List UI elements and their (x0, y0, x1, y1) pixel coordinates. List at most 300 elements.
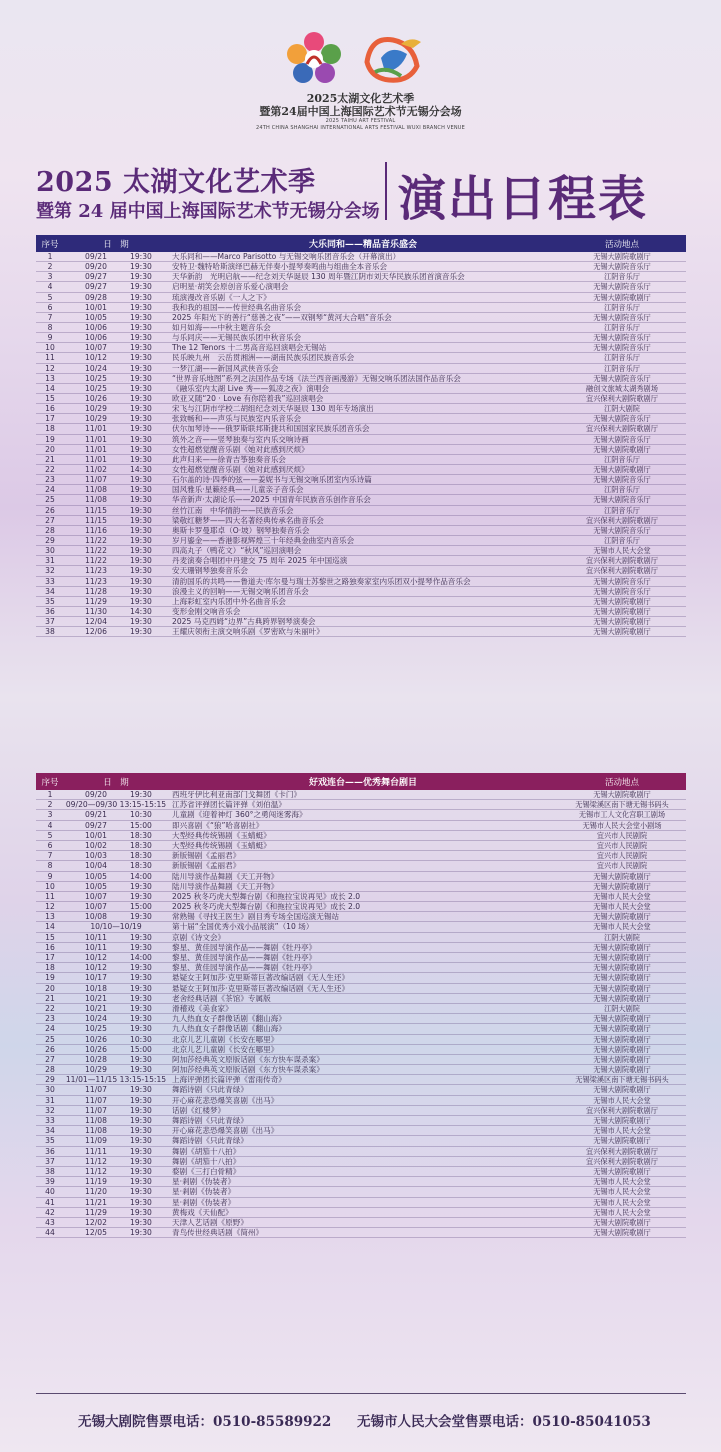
row-date: 10/07 (85, 902, 107, 912)
row-venue: 无锡市人民大会堂 (593, 922, 651, 932)
row-date: 10/10—10/19 (90, 922, 142, 932)
row-venue: 宜兴保利大剧院歌剧厅 (586, 1105, 658, 1115)
row-time: 19:30 (130, 1014, 152, 1024)
table-row (36, 973, 686, 983)
footer-divider (36, 1393, 686, 1394)
row-number: 29 (45, 535, 55, 545)
row-program: 儿童剧《迎着神灯 360°之勇闯迷雾海》 (172, 810, 307, 820)
row-venue: 无锡市人民大会堂小剧场 (582, 820, 662, 830)
row-time: 19:30 (130, 515, 152, 525)
row-venue: 无锡市人民大会堂 (593, 1126, 651, 1136)
row-program: 清韵国乐的共鸣——鲁道夫·库尔曼与瑞士苏黎世之路独奏家室内乐团双小提琴作品音乐会 (172, 576, 471, 586)
row-number: 34 (45, 1126, 55, 1136)
row-time: 19:30 (130, 912, 152, 922)
row-number: 6 (47, 302, 53, 312)
row-date: 09/20 (85, 790, 107, 799)
row-date: 11/08 (85, 1126, 107, 1136)
table-row (36, 252, 686, 262)
row-date: 11/15 (85, 515, 107, 525)
row-number: 18 (45, 424, 55, 434)
row-program: 梁敬红糖梦——四大名著经典传承名曲音乐会 (172, 515, 324, 525)
row-time: 14:00 (130, 953, 152, 962)
row-number: 18 (45, 963, 55, 973)
row-date: 11/09 (85, 1136, 107, 1146)
row-time: 19:30 (130, 586, 152, 596)
table-row (36, 313, 686, 323)
table-row (36, 485, 686, 495)
row-venue: 无锡大剧院歌剧厅 (593, 1166, 651, 1176)
row-venue: 无锡大剧院歌剧厅 (593, 1034, 651, 1044)
table-row (36, 851, 686, 861)
row-time: 19:30 (130, 627, 152, 637)
row-number: 39 (45, 1177, 55, 1187)
row-date: 09/27 (85, 820, 107, 830)
row-time: 19:30 (130, 1177, 152, 1187)
table-row (36, 1208, 686, 1218)
row-program: 安特卫·魏特哈斯演绎巴赫无伴奏小提琴奏鸣曲与组曲全本音乐会 (172, 262, 388, 272)
row-number: 38 (45, 1166, 55, 1176)
row-time: 19:30 (130, 1085, 152, 1095)
row-program: 四高丸子（鸭花文）“秋风”巡回演唱会 (172, 546, 302, 556)
table-row (36, 1045, 686, 1055)
stage-drama-table (36, 773, 686, 1238)
row-program: 青鸟传世经典话剧《简州》 (172, 1228, 264, 1238)
row-program: 开心麻花悲恐爆笑喜剧《出马》 (172, 1095, 279, 1105)
row-time: 19:30 (130, 343, 152, 353)
row-time: 19:30 (130, 1065, 152, 1075)
col-header-date: 日 期 (103, 777, 129, 788)
music-concert-table (36, 235, 686, 637)
row-program: 黎星、黄佳园导演作品——舞剧《牡丹亭》 (172, 963, 317, 973)
row-venue: 无锡大剧院歌剧厅 (593, 1044, 651, 1054)
row-venue: 宜兴保利大剧院歌剧厅 (586, 393, 658, 403)
row-number: 8 (47, 322, 53, 332)
row-date: 11/21 (85, 1197, 107, 1207)
row-time: 19:30 (130, 576, 152, 586)
row-number: 12 (45, 363, 55, 373)
row-program: 大型经典传统锡剧《玉蜻蜓》 (172, 830, 271, 840)
row-number: 37 (45, 1156, 55, 1166)
main-title-line2: 暨第 24 届中国上海国际艺术节无锡分会场 (36, 201, 380, 222)
row-date: 10/25 (85, 1024, 107, 1034)
row-time: 19:30 (130, 353, 152, 363)
row-number: 35 (45, 1136, 55, 1146)
row-date: 10/24 (85, 363, 107, 373)
table-row (36, 556, 686, 566)
row-venue: 宜兴市人民剧院 (596, 851, 648, 861)
row-date: 10/04 (85, 861, 107, 871)
table-row (36, 1024, 686, 1034)
row-number: 12 (45, 902, 55, 912)
row-date: 10/12 (85, 953, 107, 962)
row-number: 26 (45, 1044, 55, 1054)
row-time: 18:30 (130, 861, 152, 871)
table-row (36, 1014, 686, 1024)
table-row (36, 566, 686, 576)
table-row (36, 1167, 686, 1177)
row-program: 舞剧《胡笳十八拍》 (172, 1156, 241, 1166)
row-program: 陆川导演作品舞剧《天工开物》 (172, 871, 279, 881)
table-row (36, 282, 686, 292)
row-venue: 无锡大剧院歌剧厅 (593, 1136, 651, 1146)
row-date: 10/03 (85, 851, 107, 861)
row-date: 11/01 (85, 424, 107, 434)
row-time: 19:30 (130, 454, 152, 464)
row-number: 23 (45, 475, 55, 485)
row-date: 10/25 (85, 383, 107, 393)
table-row (36, 272, 686, 282)
row-program: 星·剎剧《伪装者》 (172, 1187, 236, 1197)
row-number: 14 (45, 922, 55, 932)
row-number: 6 (47, 840, 53, 850)
row-number: 31 (45, 1095, 55, 1105)
row-program: The 12 Tenors 十二男高音巡回演唱会无锡站 (172, 343, 327, 353)
row-number: 36 (45, 1146, 55, 1156)
row-date: 11/12 (85, 1166, 107, 1176)
row-time: 19:30 (130, 596, 152, 606)
row-time: 19:30 (130, 444, 152, 454)
row-venue: 无锡大剧院歌剧厅 (593, 606, 651, 616)
row-number: 1 (47, 252, 53, 261)
row-venue: 无锡大剧院歌剧厅 (593, 1024, 651, 1034)
row-number: 41 (45, 1197, 55, 1207)
row-program: 第十届“全国优秀小戏小品展演”（10 场） (172, 922, 314, 932)
row-program: 九人热血女子群像话剧《翻山海》 (172, 1014, 286, 1024)
row-date: 11/01 (85, 454, 107, 464)
row-venue: 无锡市人民大会堂 (593, 1197, 651, 1207)
row-venue: 江阴音乐厅 (604, 302, 640, 312)
table-header (36, 773, 686, 790)
row-venue: 无锡大剧院歌剧厅 (593, 1228, 651, 1238)
row-number: 15 (45, 393, 55, 403)
row-time: 15:00 (130, 902, 152, 912)
row-program: 2025 秋冬巧虎大型舞台剧《和拖拉宝说再见》成长 2.0 (172, 902, 361, 912)
table-row (36, 1096, 686, 1106)
row-time: 19:30 (130, 1116, 152, 1125)
table-row (36, 1126, 686, 1136)
row-program: 启明星·胡笑会原创音乐爱心演唱会 (172, 282, 289, 292)
row-program: 舞剧《胡笳十八拍》 (172, 1146, 241, 1156)
row-number: 44 (45, 1228, 55, 1238)
row-number: 24 (45, 485, 55, 495)
row-time: 19:30 (130, 333, 152, 343)
table-row (36, 262, 686, 272)
row-program: 宋飞与江阴市学校二胡组纪念刘天华诞辰 130 周年专场演出 (172, 404, 374, 414)
table-row (36, 1065, 686, 1075)
row-date: 10/02 (85, 840, 107, 850)
row-number: 32 (45, 566, 55, 576)
row-number: 10 (45, 343, 55, 353)
row-program: 上海评弹团长篇评弹《雷雨传奇》 (172, 1075, 286, 1085)
table-row (36, 984, 686, 994)
row-venue: 无锡大剧院歌剧厅 (593, 1085, 651, 1095)
row-venue: 宜兴市人民剧院 (596, 861, 648, 871)
row-venue: 无锡大剧院歌剧厅 (593, 464, 651, 474)
row-number: 19 (45, 434, 55, 444)
row-program: 一梦江湖——新国风武侠音乐会 (172, 363, 279, 373)
row-number: 4 (47, 820, 53, 830)
table-row (36, 445, 686, 455)
row-number: 5 (47, 830, 53, 840)
row-date: 11/07 (85, 1105, 107, 1115)
row-program: 陆川导演作品舞剧《天工开物》 (172, 881, 279, 891)
row-date: 10/05 (85, 881, 107, 891)
row-venue: 无锡大剧院音乐厅 (593, 576, 651, 586)
row-number: 2 (47, 800, 53, 810)
table-row (36, 953, 686, 963)
row-number: 27 (45, 1054, 55, 1064)
row-time: 19:30 (130, 993, 152, 1003)
row-date: 10/28 (85, 1054, 107, 1064)
row-date: 10/05 (85, 871, 107, 881)
row-number: 33 (45, 1116, 55, 1125)
table-row (36, 506, 686, 516)
row-program: 西班牙伊比利亚南部门戈舞团《卡门》 (172, 790, 302, 799)
row-venue: 无锡大剧院歌剧厅 (593, 1217, 651, 1227)
table-row (36, 1116, 686, 1126)
row-venue: 无锡市人民大会堂 (593, 546, 651, 556)
col-header-no: 序号 (41, 239, 59, 250)
festival-logos (285, 30, 445, 88)
row-date: 11/15 (85, 505, 107, 515)
row-venue: 江阴音乐厅 (604, 454, 640, 464)
row-program: 常熟锡《寻找王医生》剧目秀专场全国巡演无锡站 (172, 912, 340, 922)
row-number: 19 (45, 973, 55, 983)
row-date: 11/12 (85, 1156, 107, 1166)
row-number: 22 (45, 1003, 55, 1013)
table-row (36, 1218, 686, 1228)
row-program: 变形金刚交响音乐会 (172, 606, 241, 616)
row-number: 17 (45, 414, 55, 424)
row-program: 筑外之音——竖琴独奏与室内乐交响诗画 (172, 434, 309, 444)
row-number: 30 (45, 1085, 55, 1095)
table-row (36, 800, 686, 810)
row-venue: 无锡大剧院音乐厅 (593, 312, 651, 322)
row-date: 11/07 (85, 1095, 107, 1105)
row-venue: 无锡大剧院歌剧厅 (593, 1116, 651, 1125)
row-venue: 无锡大剧院音乐厅 (593, 434, 651, 444)
table-row (36, 1075, 686, 1085)
row-time: 19:30 (130, 1003, 152, 1013)
row-date: 09/21 (85, 252, 107, 261)
table-row (36, 293, 686, 303)
row-date: 11/01 (85, 434, 107, 444)
row-venue: 宜兴保利大剧院歌剧厅 (586, 556, 658, 566)
row-program: 阿加莎经典英文原版话剧《东方快车谋杀案》 (172, 1065, 324, 1075)
row-venue: 无锡大剧院音乐厅 (593, 495, 651, 505)
row-number: 43 (45, 1217, 55, 1227)
row-program: 丹麦演奏合唱团中丹建交 75 周年 2025 年中国巡演 (172, 556, 348, 566)
table-row (36, 821, 686, 831)
row-date: 11/22 (85, 556, 107, 566)
row-venue: 无锡大剧院歌剧厅 (593, 1014, 651, 1024)
table-row (36, 912, 686, 922)
row-number: 3 (47, 272, 53, 282)
row-number: 42 (45, 1207, 55, 1217)
row-venue: 无锡大剧院歌剧厅 (593, 953, 651, 962)
row-program: 安天珊钢琴独奏音乐会 (172, 566, 248, 576)
table-row (36, 394, 686, 404)
row-date: 11/20 (85, 1187, 107, 1197)
row-program: 2025 秋冬巧虎大型舞台剧《和拖拉宝说再见》成长 2.0 (172, 891, 361, 901)
row-program: 新版锡剧《孟丽君》 (172, 851, 241, 861)
row-number: 26 (45, 505, 55, 515)
row-time: 19:30 (130, 1136, 152, 1146)
row-venue: 宜兴保利大剧院歌剧厅 (586, 1156, 658, 1166)
row-venue: 无锡大剧院歌剧厅 (593, 871, 651, 881)
row-date: 09/21 (85, 810, 107, 820)
row-date: 10/26 (85, 1034, 107, 1044)
row-program: 悬疑女王阿加莎·克里斯蒂巨著改编话剧《无人生还》 (172, 973, 350, 983)
row-number: 34 (45, 586, 55, 596)
row-time: 19:30 (130, 505, 152, 515)
row-number: 9 (47, 333, 53, 343)
row-number: 35 (45, 596, 55, 606)
table-body (36, 252, 686, 637)
row-venue: 江阴大剧院 (604, 1003, 640, 1013)
row-time: 19:30 (130, 292, 152, 302)
row-program: 民乐映九州 云岳贯湘洲——湖南民族乐团民族音乐会 (172, 353, 355, 363)
row-date: 10/05 (85, 312, 107, 322)
table-row (36, 922, 686, 932)
row-program: 伏尔加琴诗——俄罗斯联邦斯捷共和国国家民族乐团音乐会 (172, 424, 370, 434)
row-date: 11/08 (85, 1116, 107, 1125)
row-date: 10/01 (85, 302, 107, 312)
row-program: 新版锡剧《孟丽君》 (172, 861, 241, 871)
row-time: 19:30 (130, 881, 152, 891)
row-date: 10/06 (85, 322, 107, 332)
row-program: 黎星、黄佳园导演作品——舞剧《牡丹亭》 (172, 942, 317, 952)
row-date: 11/07 (85, 475, 107, 485)
row-venue: 无锡大剧院音乐厅 (593, 475, 651, 485)
row-time: 19:30 (130, 404, 152, 414)
row-venue: 宜兴市人民剧院 (596, 830, 648, 840)
row-time: 19:30 (130, 1166, 152, 1176)
table-row (36, 902, 686, 912)
row-time: 14:30 (130, 464, 152, 474)
row-venue: 无锡大剧院歌剧厅 (593, 942, 651, 952)
row-venue: 无锡市人民大会堂 (593, 1095, 651, 1105)
row-number: 23 (45, 1014, 55, 1024)
row-date: 11/07 (85, 1085, 107, 1095)
table-row (36, 1004, 686, 1014)
row-number: 11 (45, 891, 55, 901)
row-venue: 无锡大剧院歌剧厅 (593, 912, 651, 922)
table-row (36, 790, 686, 800)
row-venue: 江阴音乐厅 (604, 485, 640, 495)
row-program: 即兴喜剧《“狼”哈喜剧社》 (172, 820, 264, 830)
row-time: 19:30 (130, 983, 152, 993)
row-time: 10:30 (130, 1034, 152, 1044)
row-date: 11/08 (85, 495, 107, 505)
table-row (36, 933, 686, 943)
row-number: 20 (45, 983, 55, 993)
table-section-title: 好戏连台——优秀舞台剧目 (308, 778, 417, 788)
row-time: 19:30 (130, 262, 152, 272)
table-row (36, 465, 686, 475)
row-number: 21 (45, 454, 55, 464)
row-time: 19:30 (130, 1024, 152, 1034)
row-time: 18:30 (130, 851, 152, 861)
row-date: 11/19 (85, 1177, 107, 1187)
table-row (36, 577, 686, 587)
table-row (36, 384, 686, 394)
title-divider (385, 162, 387, 220)
row-program: 岁月鎏金——香港影视辉煌三十年经典金曲室内音乐会 (172, 535, 355, 545)
row-time: 10:30 (130, 810, 152, 820)
row-venue: 无锡市人民大会堂 (593, 1207, 651, 1217)
col-header-no: 序号 (41, 777, 59, 788)
row-number: 30 (45, 546, 55, 556)
table-row (36, 516, 686, 526)
row-time: 19:30 (130, 546, 152, 556)
row-program: 张致畅和——声乐与民族室内乐音乐会 (172, 414, 302, 424)
row-date: 10/21 (85, 1003, 107, 1013)
table-row (36, 495, 686, 505)
row-number: 40 (45, 1187, 55, 1197)
row-program: 舞蹈诗剧《只此青绿》 (172, 1085, 248, 1095)
row-time: 19:30 (130, 272, 152, 282)
row-time: 19:30 (130, 363, 152, 373)
row-number: 3 (47, 810, 53, 820)
row-time: 19:30 (130, 312, 152, 322)
row-time: 19:30 (130, 485, 152, 495)
row-number: 28 (45, 1065, 55, 1075)
row-venue: 无锡大剧院音乐厅 (593, 343, 651, 353)
row-program: “世界音乐地图”系列之法国作品专场《法兰西音画漫游》无锡交响乐团法国作品音乐会 (172, 373, 461, 383)
row-date: 12/02 (85, 1217, 107, 1227)
table-row (36, 455, 686, 465)
row-program: 浪漫主义的回响——无锡交响乐团音乐会 (172, 586, 309, 596)
row-number: 24 (45, 1024, 55, 1034)
row-venue: 江阴音乐厅 (604, 272, 640, 282)
row-program: 江苏省评弹团长篇评弹《刘伯温》 (172, 800, 286, 810)
row-time: 19:30 (130, 495, 152, 505)
row-time: 19:30 (130, 1228, 152, 1238)
row-venue: 无锡市人民大会堂 (593, 1187, 651, 1197)
row-venue: 无锡大剧院歌剧厅 (593, 1065, 651, 1075)
row-program: 黄梅戏《天仙配》 (172, 1207, 233, 1217)
row-venue: 无锡梁溪区南下塘无锡书码头 (575, 1075, 669, 1085)
table-row (36, 607, 686, 617)
row-program: 丝竹江南 中华情韵——民族音乐会 (172, 505, 294, 515)
table-body (36, 790, 686, 1238)
row-time: 19:30 (130, 1146, 152, 1156)
row-number: 4 (47, 282, 53, 292)
row-venue: 江阴音乐厅 (604, 353, 640, 363)
row-number: 14 (45, 383, 55, 393)
row-date: 10/12 (85, 963, 107, 973)
row-program: 星·剎剧《伪装者》 (172, 1177, 236, 1187)
row-number: 38 (45, 627, 55, 637)
top-english-line2: 24TH CHINA SHANGHAI INTERNATIONAL ARTS FESTIVAL WUXI BRANCH VENUE (255, 125, 466, 131)
row-number: 37 (45, 617, 55, 627)
row-program: 滑稽戏《美食家》 (172, 1003, 233, 1013)
row-venue: 无锡大剧院歌剧厅 (593, 983, 651, 993)
table-row (36, 1147, 686, 1157)
row-time: 18:30 (130, 840, 152, 850)
row-program: 天津人艺话剧《原野》 (172, 1217, 248, 1227)
row-venue: 无锡市人民大会堂 (593, 1177, 651, 1187)
row-number: 11 (45, 353, 55, 363)
row-program: 北京儿艺儿童剧《长安在哪里》 (172, 1044, 279, 1054)
table-row (36, 323, 686, 333)
table-row (36, 617, 686, 627)
row-program: 北京儿艺儿童剧《长安在哪里》 (172, 1034, 279, 1044)
row-date: 10/29 (85, 404, 107, 414)
col-header-date: 日 期 (103, 239, 129, 250)
table-row (36, 1136, 686, 1146)
